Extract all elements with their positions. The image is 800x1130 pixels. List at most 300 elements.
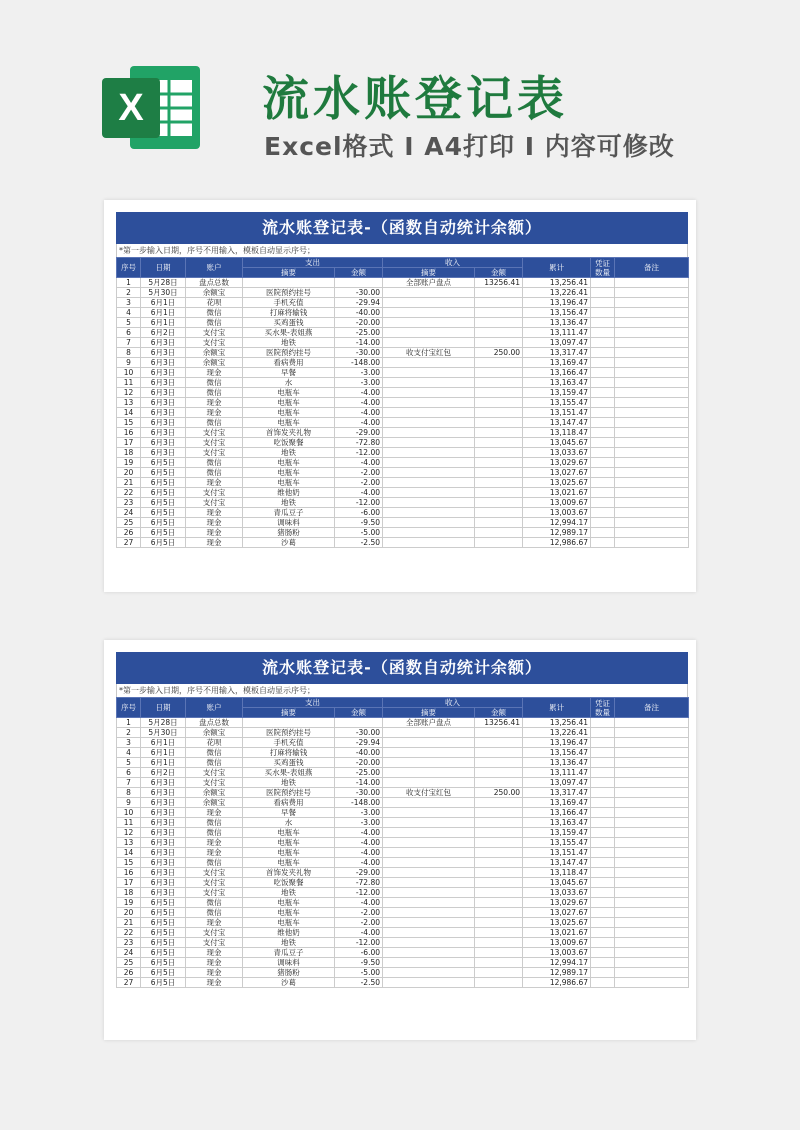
cell-income-summary[interactable] — [383, 418, 475, 428]
cell-date[interactable]: 6月1日 — [141, 318, 186, 328]
cell-income-summary[interactable]: 全部账户盘点 — [383, 718, 475, 728]
cell-remark[interactable] — [615, 798, 689, 808]
cell-expense-summary[interactable]: 猪肠粉 — [243, 528, 335, 538]
cell-voucher[interactable] — [591, 868, 615, 878]
cell-expense-amount[interactable]: -29.94 — [335, 738, 383, 748]
cell-income-summary[interactable] — [383, 408, 475, 418]
cell-balance[interactable]: 13,118.47 — [523, 428, 591, 438]
cell-seq[interactable]: 2 — [117, 728, 141, 738]
cell-seq[interactable]: 11 — [117, 378, 141, 388]
cell-account[interactable]: 微信 — [186, 908, 243, 918]
cell-expense-summary[interactable]: 医院预约挂号 — [243, 348, 335, 358]
cell-expense-amount[interactable]: -20.00 — [335, 318, 383, 328]
cell-voucher[interactable] — [591, 728, 615, 738]
cell-remark[interactable] — [615, 518, 689, 528]
cell-seq[interactable]: 27 — [117, 978, 141, 988]
cell-balance[interactable]: 12,986.67 — [523, 538, 591, 548]
cell-balance[interactable]: 13,045.67 — [523, 438, 591, 448]
cell-remark[interactable] — [615, 928, 689, 938]
cell-remark[interactable] — [615, 888, 689, 898]
cell-expense-amount[interactable]: -3.00 — [335, 818, 383, 828]
cell-seq[interactable]: 15 — [117, 418, 141, 428]
cell-voucher[interactable] — [591, 718, 615, 728]
cell-expense-amount[interactable]: -29.00 — [335, 428, 383, 438]
cell-remark[interactable] — [615, 978, 689, 988]
cell-balance[interactable]: 12,989.17 — [523, 968, 591, 978]
cell-remark[interactable] — [615, 818, 689, 828]
cell-income-summary[interactable] — [383, 888, 475, 898]
cell-date[interactable]: 5月30日 — [141, 288, 186, 298]
cell-expense-amount[interactable]: -30.00 — [335, 728, 383, 738]
cell-income-summary[interactable] — [383, 948, 475, 958]
cell-balance[interactable]: 13,317.47 — [523, 788, 591, 798]
cell-date[interactable]: 6月3日 — [141, 368, 186, 378]
cell-seq[interactable]: 14 — [117, 408, 141, 418]
cell-account[interactable]: 微信 — [186, 318, 243, 328]
cell-remark[interactable] — [615, 498, 689, 508]
cell-income-amount[interactable] — [475, 828, 523, 838]
cell-balance[interactable]: 13,025.67 — [523, 918, 591, 928]
cell-seq[interactable]: 7 — [117, 338, 141, 348]
cell-voucher[interactable] — [591, 438, 615, 448]
cell-remark[interactable] — [615, 298, 689, 308]
cell-income-amount[interactable] — [475, 978, 523, 988]
cell-remark[interactable] — [615, 908, 689, 918]
cell-income-summary[interactable] — [383, 328, 475, 338]
cell-expense-amount[interactable]: -12.00 — [335, 498, 383, 508]
cell-account[interactable]: 花呗 — [186, 298, 243, 308]
cell-expense-summary[interactable] — [243, 718, 335, 728]
cell-voucher[interactable] — [591, 458, 615, 468]
cell-voucher[interactable] — [591, 498, 615, 508]
cell-voucher[interactable] — [591, 958, 615, 968]
cell-expense-amount[interactable]: -2.50 — [335, 978, 383, 988]
cell-voucher[interactable] — [591, 858, 615, 868]
cell-date[interactable]: 6月5日 — [141, 918, 186, 928]
cell-expense-summary[interactable]: 维他奶 — [243, 488, 335, 498]
cell-account[interactable]: 余额宝 — [186, 358, 243, 368]
cell-remark[interactable] — [615, 948, 689, 958]
cell-remark[interactable] — [615, 458, 689, 468]
cell-expense-amount[interactable]: -2.00 — [335, 478, 383, 488]
cell-expense-summary[interactable]: 手机充值 — [243, 298, 335, 308]
cell-account[interactable]: 支付宝 — [186, 438, 243, 448]
cell-account[interactable]: 余额宝 — [186, 288, 243, 298]
cell-income-amount[interactable] — [475, 318, 523, 328]
cell-expense-amount[interactable]: -3.00 — [335, 368, 383, 378]
cell-date[interactable]: 6月5日 — [141, 488, 186, 498]
cell-balance[interactable]: 13,009.67 — [523, 938, 591, 948]
cell-income-amount[interactable] — [475, 738, 523, 748]
cell-remark[interactable] — [615, 328, 689, 338]
cell-voucher[interactable] — [591, 978, 615, 988]
cell-voucher[interactable] — [591, 358, 615, 368]
cell-balance[interactable]: 13,226.41 — [523, 288, 591, 298]
cell-date[interactable]: 6月3日 — [141, 398, 186, 408]
cell-seq[interactable]: 11 — [117, 818, 141, 828]
cell-expense-amount[interactable]: -4.00 — [335, 458, 383, 468]
cell-income-summary[interactable] — [383, 458, 475, 468]
cell-account[interactable]: 现金 — [186, 838, 243, 848]
cell-date[interactable]: 6月3日 — [141, 408, 186, 418]
cell-balance[interactable]: 13,151.47 — [523, 848, 591, 858]
cell-income-amount[interactable] — [475, 908, 523, 918]
cell-balance[interactable]: 13,111.47 — [523, 768, 591, 778]
cell-date[interactable]: 6月5日 — [141, 978, 186, 988]
cell-expense-summary[interactable]: 手机充值 — [243, 738, 335, 748]
cell-seq[interactable]: 20 — [117, 468, 141, 478]
cell-income-summary[interactable] — [383, 318, 475, 328]
cell-expense-summary[interactable]: 看病费用 — [243, 798, 335, 808]
cell-balance[interactable]: 13,196.47 — [523, 298, 591, 308]
cell-account[interactable]: 余额宝 — [186, 728, 243, 738]
cell-date[interactable]: 6月3日 — [141, 888, 186, 898]
cell-seq[interactable]: 6 — [117, 328, 141, 338]
cell-balance[interactable]: 13,151.47 — [523, 408, 591, 418]
cell-date[interactable]: 6月2日 — [141, 768, 186, 778]
cell-date[interactable]: 6月5日 — [141, 498, 186, 508]
cell-remark[interactable] — [615, 378, 689, 388]
cell-income-amount[interactable] — [475, 848, 523, 858]
cell-remark[interactable] — [615, 808, 689, 818]
cell-income-amount[interactable] — [475, 428, 523, 438]
cell-voucher[interactable] — [591, 788, 615, 798]
cell-remark[interactable] — [615, 508, 689, 518]
cell-account[interactable]: 现金 — [186, 978, 243, 988]
cell-income-amount[interactable] — [475, 768, 523, 778]
cell-income-summary[interactable] — [383, 308, 475, 318]
cell-balance[interactable]: 13,025.67 — [523, 478, 591, 488]
cell-income-summary[interactable] — [383, 908, 475, 918]
cell-account[interactable]: 微信 — [186, 458, 243, 468]
cell-expense-amount[interactable]: -5.00 — [335, 968, 383, 978]
cell-expense-summary[interactable]: 水 — [243, 378, 335, 388]
cell-date[interactable]: 6月5日 — [141, 898, 186, 908]
cell-income-summary[interactable] — [383, 778, 475, 788]
cell-account[interactable]: 花呗 — [186, 738, 243, 748]
cell-account[interactable]: 现金 — [186, 968, 243, 978]
cell-expense-summary[interactable]: 电瓶车 — [243, 418, 335, 428]
cell-expense-amount[interactable]: -14.00 — [335, 778, 383, 788]
cell-balance[interactable]: 13,196.47 — [523, 738, 591, 748]
cell-voucher[interactable] — [591, 488, 615, 498]
cell-seq[interactable]: 19 — [117, 458, 141, 468]
cell-account[interactable]: 支付宝 — [186, 778, 243, 788]
cell-income-summary[interactable] — [383, 358, 475, 368]
cell-voucher[interactable] — [591, 938, 615, 948]
cell-expense-summary[interactable]: 医院预约挂号 — [243, 288, 335, 298]
cell-remark[interactable] — [615, 828, 689, 838]
cell-remark[interactable] — [615, 848, 689, 858]
cell-balance[interactable]: 13,166.47 — [523, 368, 591, 378]
cell-expense-summary[interactable]: 电瓶车 — [243, 858, 335, 868]
cell-seq[interactable]: 1 — [117, 278, 141, 288]
cell-seq[interactable]: 18 — [117, 448, 141, 458]
cell-income-summary[interactable] — [383, 768, 475, 778]
cell-balance[interactable]: 13,033.67 — [523, 448, 591, 458]
cell-seq[interactable]: 10 — [117, 808, 141, 818]
cell-income-amount[interactable] — [475, 528, 523, 538]
cell-income-amount[interactable] — [475, 918, 523, 928]
cell-income-amount[interactable] — [475, 288, 523, 298]
cell-date[interactable]: 6月5日 — [141, 938, 186, 948]
cell-date[interactable]: 6月3日 — [141, 358, 186, 368]
cell-seq[interactable]: 25 — [117, 518, 141, 528]
cell-income-amount[interactable] — [475, 518, 523, 528]
cell-seq[interactable]: 3 — [117, 298, 141, 308]
cell-balance[interactable]: 13,256.41 — [523, 718, 591, 728]
cell-income-summary[interactable] — [383, 338, 475, 348]
cell-income-summary[interactable] — [383, 498, 475, 508]
cell-voucher[interactable] — [591, 828, 615, 838]
cell-voucher[interactable] — [591, 298, 615, 308]
cell-voucher[interactable] — [591, 328, 615, 338]
cell-expense-summary[interactable]: 电瓶车 — [243, 388, 335, 398]
cell-date[interactable]: 6月3日 — [141, 388, 186, 398]
cell-income-summary[interactable] — [383, 828, 475, 838]
cell-income-amount[interactable] — [475, 778, 523, 788]
cell-income-summary[interactable] — [383, 968, 475, 978]
cell-seq[interactable]: 25 — [117, 958, 141, 968]
cell-income-amount[interactable] — [475, 298, 523, 308]
cell-expense-amount[interactable]: -25.00 — [335, 768, 383, 778]
cell-remark[interactable] — [615, 858, 689, 868]
cell-remark[interactable] — [615, 418, 689, 428]
cell-expense-summary[interactable]: 买鸡蛋钱 — [243, 758, 335, 768]
cell-expense-summary[interactable]: 电瓶车 — [243, 458, 335, 468]
cell-expense-summary[interactable]: 电瓶车 — [243, 918, 335, 928]
cell-account[interactable]: 微信 — [186, 858, 243, 868]
cell-balance[interactable]: 13,155.47 — [523, 398, 591, 408]
cell-expense-amount[interactable] — [335, 278, 383, 288]
cell-balance[interactable]: 13,045.67 — [523, 878, 591, 888]
cell-expense-summary[interactable]: 调味料 — [243, 518, 335, 528]
cell-date[interactable]: 6月3日 — [141, 798, 186, 808]
cell-account[interactable]: 支付宝 — [186, 878, 243, 888]
cell-expense-amount[interactable]: -4.00 — [335, 398, 383, 408]
cell-remark[interactable] — [615, 758, 689, 768]
cell-income-amount[interactable] — [475, 408, 523, 418]
cell-income-summary[interactable]: 全部账户盘点 — [383, 278, 475, 288]
cell-expense-summary[interactable]: 医院预约挂号 — [243, 728, 335, 738]
cell-expense-amount[interactable]: -2.50 — [335, 538, 383, 548]
cell-income-amount[interactable] — [475, 328, 523, 338]
cell-date[interactable]: 6月3日 — [141, 808, 186, 818]
cell-income-amount[interactable] — [475, 508, 523, 518]
cell-income-amount[interactable] — [475, 928, 523, 938]
cell-income-amount[interactable]: 250.00 — [475, 348, 523, 358]
cell-expense-amount[interactable]: -9.50 — [335, 518, 383, 528]
cell-income-amount[interactable] — [475, 498, 523, 508]
cell-date[interactable]: 5月28日 — [141, 718, 186, 728]
cell-expense-summary[interactable]: 首饰发夹礼物 — [243, 868, 335, 878]
cell-seq[interactable]: 16 — [117, 868, 141, 878]
cell-account[interactable]: 支付宝 — [186, 938, 243, 948]
cell-income-amount[interactable] — [475, 488, 523, 498]
cell-remark[interactable] — [615, 438, 689, 448]
cell-expense-amount[interactable]: -30.00 — [335, 788, 383, 798]
cell-income-amount[interactable]: 13256.41 — [475, 718, 523, 728]
cell-remark[interactable] — [615, 448, 689, 458]
cell-voucher[interactable] — [591, 278, 615, 288]
cell-account[interactable]: 微信 — [186, 828, 243, 838]
cell-balance[interactable]: 13,147.47 — [523, 858, 591, 868]
cell-voucher[interactable] — [591, 888, 615, 898]
cell-account[interactable]: 支付宝 — [186, 498, 243, 508]
cell-seq[interactable]: 18 — [117, 888, 141, 898]
cell-expense-summary[interactable]: 沙葛 — [243, 978, 335, 988]
cell-voucher[interactable] — [591, 838, 615, 848]
cell-income-amount[interactable] — [475, 818, 523, 828]
cell-income-amount[interactable] — [475, 308, 523, 318]
cell-income-summary[interactable] — [383, 918, 475, 928]
cell-income-amount[interactable] — [475, 368, 523, 378]
cell-balance[interactable]: 13,118.47 — [523, 868, 591, 878]
cell-date[interactable]: 6月3日 — [141, 838, 186, 848]
cell-income-summary[interactable] — [383, 368, 475, 378]
cell-income-summary[interactable] — [383, 478, 475, 488]
cell-balance[interactable]: 13,097.47 — [523, 338, 591, 348]
cell-income-summary[interactable] — [383, 448, 475, 458]
cell-income-summary[interactable] — [383, 808, 475, 818]
cell-expense-amount[interactable]: -29.94 — [335, 298, 383, 308]
cell-income-amount[interactable] — [475, 938, 523, 948]
cell-balance[interactable]: 13,147.47 — [523, 418, 591, 428]
cell-income-amount[interactable] — [475, 388, 523, 398]
cell-expense-amount[interactable]: -4.00 — [335, 488, 383, 498]
cell-voucher[interactable] — [591, 968, 615, 978]
cell-expense-amount[interactable]: -14.00 — [335, 338, 383, 348]
cell-voucher[interactable] — [591, 428, 615, 438]
cell-remark[interactable] — [615, 288, 689, 298]
cell-account[interactable]: 现金 — [186, 478, 243, 488]
cell-account[interactable]: 盘点总数 — [186, 278, 243, 288]
cell-voucher[interactable] — [591, 528, 615, 538]
cell-income-amount[interactable] — [475, 968, 523, 978]
cell-voucher[interactable] — [591, 538, 615, 548]
cell-account[interactable]: 微信 — [186, 308, 243, 318]
cell-balance[interactable]: 13,029.67 — [523, 458, 591, 468]
cell-expense-summary[interactable]: 地铁 — [243, 888, 335, 898]
cell-balance[interactable]: 13,156.47 — [523, 748, 591, 758]
cell-seq[interactable]: 6 — [117, 768, 141, 778]
cell-expense-amount[interactable]: -25.00 — [335, 328, 383, 338]
cell-voucher[interactable] — [591, 508, 615, 518]
cell-remark[interactable] — [615, 718, 689, 728]
cell-date[interactable]: 6月1日 — [141, 758, 186, 768]
cell-date[interactable]: 6月3日 — [141, 438, 186, 448]
cell-income-summary[interactable] — [383, 728, 475, 738]
cell-account[interactable]: 微信 — [186, 468, 243, 478]
cell-voucher[interactable] — [591, 418, 615, 428]
cell-expense-amount[interactable] — [335, 718, 383, 728]
cell-seq[interactable]: 24 — [117, 508, 141, 518]
cell-remark[interactable] — [615, 398, 689, 408]
cell-account[interactable]: 现金 — [186, 538, 243, 548]
cell-expense-amount[interactable]: -2.00 — [335, 908, 383, 918]
cell-expense-amount[interactable]: -148.00 — [335, 798, 383, 808]
cell-expense-amount[interactable]: -40.00 — [335, 748, 383, 758]
cell-voucher[interactable] — [591, 818, 615, 828]
cell-balance[interactable]: 13,226.41 — [523, 728, 591, 738]
cell-account[interactable]: 支付宝 — [186, 328, 243, 338]
cell-expense-summary[interactable]: 打麻将输钱 — [243, 748, 335, 758]
cell-income-amount[interactable]: 13256.41 — [475, 278, 523, 288]
cell-expense-amount[interactable]: -4.00 — [335, 388, 383, 398]
cell-seq[interactable]: 9 — [117, 798, 141, 808]
cell-account[interactable]: 余额宝 — [186, 798, 243, 808]
cell-remark[interactable] — [615, 338, 689, 348]
cell-remark[interactable] — [615, 538, 689, 548]
cell-seq[interactable]: 14 — [117, 848, 141, 858]
cell-income-amount[interactable] — [475, 868, 523, 878]
cell-income-amount[interactable] — [475, 948, 523, 958]
cell-voucher[interactable] — [591, 848, 615, 858]
cell-date[interactable]: 6月5日 — [141, 958, 186, 968]
cell-expense-summary[interactable]: 吃饭聚餐 — [243, 438, 335, 448]
cell-remark[interactable] — [615, 878, 689, 888]
cell-balance[interactable]: 13,021.67 — [523, 928, 591, 938]
cell-remark[interactable] — [615, 308, 689, 318]
cell-expense-summary[interactable]: 电瓶车 — [243, 468, 335, 478]
cell-remark[interactable] — [615, 768, 689, 778]
cell-expense-amount[interactable]: -4.00 — [335, 858, 383, 868]
cell-seq[interactable]: 4 — [117, 748, 141, 758]
cell-expense-summary[interactable]: 买鸡蛋钱 — [243, 318, 335, 328]
cell-seq[interactable]: 23 — [117, 938, 141, 948]
cell-expense-amount[interactable]: -72.80 — [335, 878, 383, 888]
cell-remark[interactable] — [615, 478, 689, 488]
cell-balance[interactable]: 13,169.47 — [523, 358, 591, 368]
cell-remark[interactable] — [615, 968, 689, 978]
cell-seq[interactable]: 5 — [117, 318, 141, 328]
cell-date[interactable]: 6月3日 — [141, 818, 186, 828]
cell-income-amount[interactable] — [475, 858, 523, 868]
cell-account[interactable]: 支付宝 — [186, 868, 243, 878]
cell-expense-amount[interactable]: -4.00 — [335, 418, 383, 428]
cell-remark[interactable] — [615, 838, 689, 848]
cell-expense-amount[interactable]: -3.00 — [335, 808, 383, 818]
cell-expense-summary[interactable]: 沙葛 — [243, 538, 335, 548]
cell-account[interactable]: 现金 — [186, 808, 243, 818]
cell-expense-summary[interactable]: 猪肠粉 — [243, 968, 335, 978]
cell-account[interactable]: 微信 — [186, 418, 243, 428]
cell-account[interactable]: 支付宝 — [186, 888, 243, 898]
cell-remark[interactable] — [615, 938, 689, 948]
cell-seq[interactable]: 24 — [117, 948, 141, 958]
cell-voucher[interactable] — [591, 408, 615, 418]
cell-income-summary[interactable] — [383, 288, 475, 298]
cell-account[interactable]: 微信 — [186, 378, 243, 388]
cell-remark[interactable] — [615, 318, 689, 328]
cell-voucher[interactable] — [591, 288, 615, 298]
cell-balance[interactable]: 13,169.47 — [523, 798, 591, 808]
cell-expense-summary[interactable]: 地铁 — [243, 448, 335, 458]
cell-expense-amount[interactable]: -4.00 — [335, 828, 383, 838]
cell-income-amount[interactable] — [475, 478, 523, 488]
cell-balance[interactable]: 13,033.67 — [523, 888, 591, 898]
cell-remark[interactable] — [615, 408, 689, 418]
cell-remark[interactable] — [615, 488, 689, 498]
cell-voucher[interactable] — [591, 808, 615, 818]
cell-remark[interactable] — [615, 958, 689, 968]
cell-expense-summary[interactable] — [243, 278, 335, 288]
cell-voucher[interactable] — [591, 448, 615, 458]
cell-balance[interactable]: 13,163.47 — [523, 818, 591, 828]
cell-balance[interactable]: 12,989.17 — [523, 528, 591, 538]
cell-date[interactable]: 6月1日 — [141, 308, 186, 318]
cell-income-amount[interactable] — [475, 898, 523, 908]
